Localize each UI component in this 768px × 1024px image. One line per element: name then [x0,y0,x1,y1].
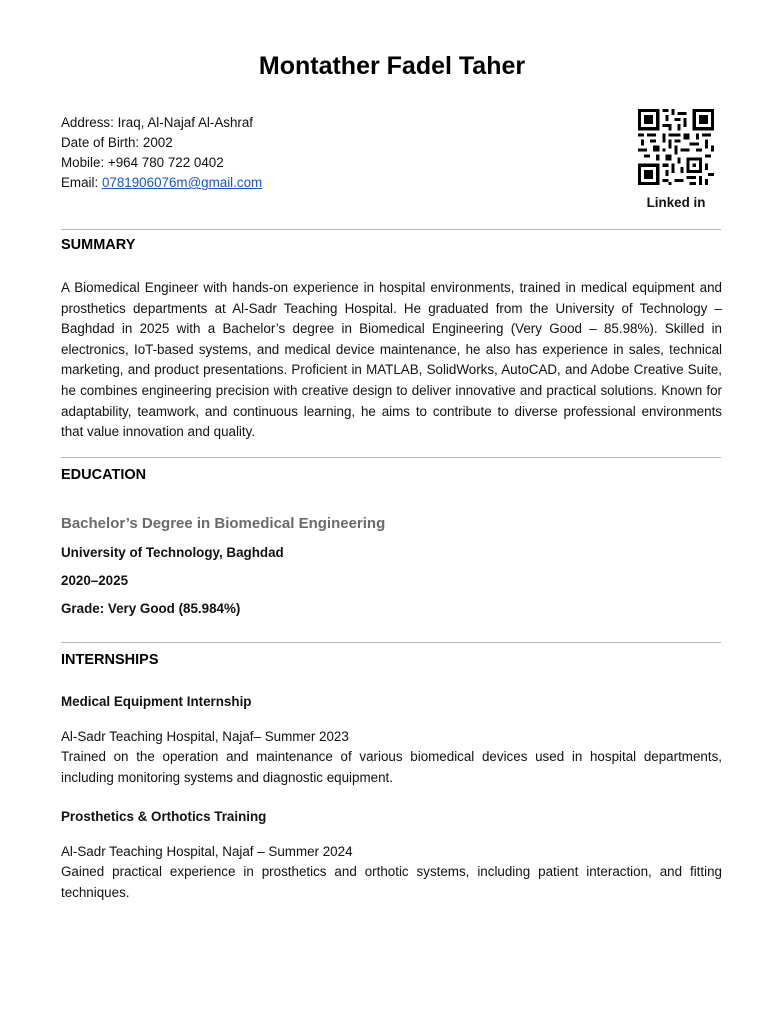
candidate-name: Montather Fadel Taher [258,52,526,80]
internship-title: Medical Equipment Internship [61,694,252,709]
address-label: Address: [61,115,118,130]
internship-place: Al-Sadr Teaching Hospital, Najaf – Summer 2024 [61,844,353,859]
qr-code-icon[interactable] [638,108,714,186]
mobile-row [61,153,262,173]
education-heading: EDUCATION [61,467,147,483]
degree-title: Bachelor’s Degree in Biomedical Engineering [61,515,386,532]
dob-label: Date of Birth: [61,135,143,150]
address-value: Iraq, Al-Najaf Al-Ashraf [117,115,254,130]
internships-heading: INTERNSHIPS [61,652,159,668]
divider [61,229,721,230]
education-years: 2020–2025 [61,573,129,588]
summary-text: A Biomedical Engineer with hands-on experience in hospital environments, trained in medical equipment and prosthetics departments at Al-Sadr Teaching Hospital. He graduated from the University of Technology – Baghdad in 2025 with a Bachelor’s degree in Biomedical Engineering (Very Good – 85.98%). Skilled in electronics, IoT-based systems, and medical device maintenance, he also has experience in sales, technical marketing, and product presentations. Proficient in MATLAB, SolidWorks, AutoCAD, and Adobe Creative Suite, he combines engineering precision with creative design to deliver innovative and practical solutions. Known for adaptability, teamwork, and continuous learning, he aims to contribute to diverse professional environments that value innovation and quality. [61,280,722,440]
contact-block [61,113,262,193]
divider [61,642,721,643]
dob-row [61,133,262,153]
internship-description: Gained practical experience in prosthetics and orthotic systems, including patient interaction, and fitting techniques. [61,864,722,900]
email-row [61,173,262,193]
internship-place: Al-Sadr Teaching Hospital, Najaf– Summer 2023 [61,729,349,744]
mobile-label: Mobile: [61,155,108,170]
mobile-value: +964 780 722 0402 [107,155,224,170]
divider [61,457,721,458]
address-row [61,113,262,133]
internship-title: Prosthetics & Orthotics Training [61,809,267,824]
internship-description: Trained on the operation and maintenance of various biomedical devices used in hospital departments, including monitoring systems and diagnostic equipment. [61,749,722,785]
education-grade: Grade: Very Good (85.984%) [61,601,241,616]
dob-value: 2002 [142,135,173,150]
summary-heading: SUMMARY [61,237,136,253]
university-name: University of Technology, Baghdad [61,545,284,560]
email-link[interactable]: 0781906076m@gmail.com [101,175,263,190]
qr-caption: Linked in [646,195,706,210]
email-label: Email: [61,175,102,190]
